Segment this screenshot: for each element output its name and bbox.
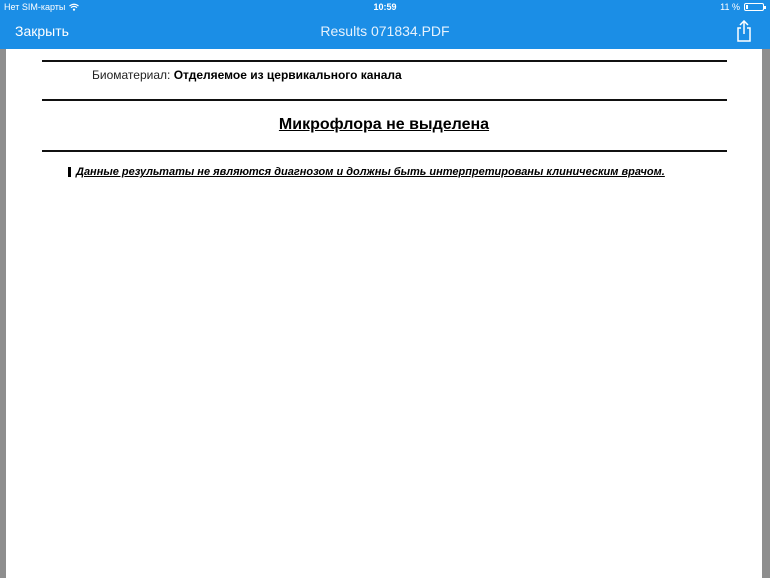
document-title: Results 071834.PDF [320,23,450,39]
disclaimer-marker [68,167,71,177]
status-time: 10:59 [373,2,397,12]
divider-middle [42,99,727,101]
nav-bar [0,14,770,49]
divider-top [42,60,727,62]
biomaterial-label: Биоматериал: [92,68,171,82]
battery-level [746,5,748,9]
carrier-label: Нет SIM-карты [4,2,66,12]
divider-bottom [42,150,727,152]
disclaimer [68,166,665,178]
battery-icon [744,3,764,11]
result-heading: Микрофлора не выделена [278,116,490,133]
battery-status [720,2,764,12]
disclaimer-text: Данные результаты не являются диагнозом и должны быть интерпретированы клиническим врачом. [76,166,665,178]
biomaterial-value: Отделяемое из цервикального канала [173,68,402,82]
close-button[interactable]: Закрыть [15,23,69,39]
battery-percent: 11 % [720,2,740,12]
share-icon[interactable] [734,20,754,42]
biomaterial-row [92,68,402,82]
pdf-page[interactable] [6,49,762,578]
status-bar [0,0,770,14]
